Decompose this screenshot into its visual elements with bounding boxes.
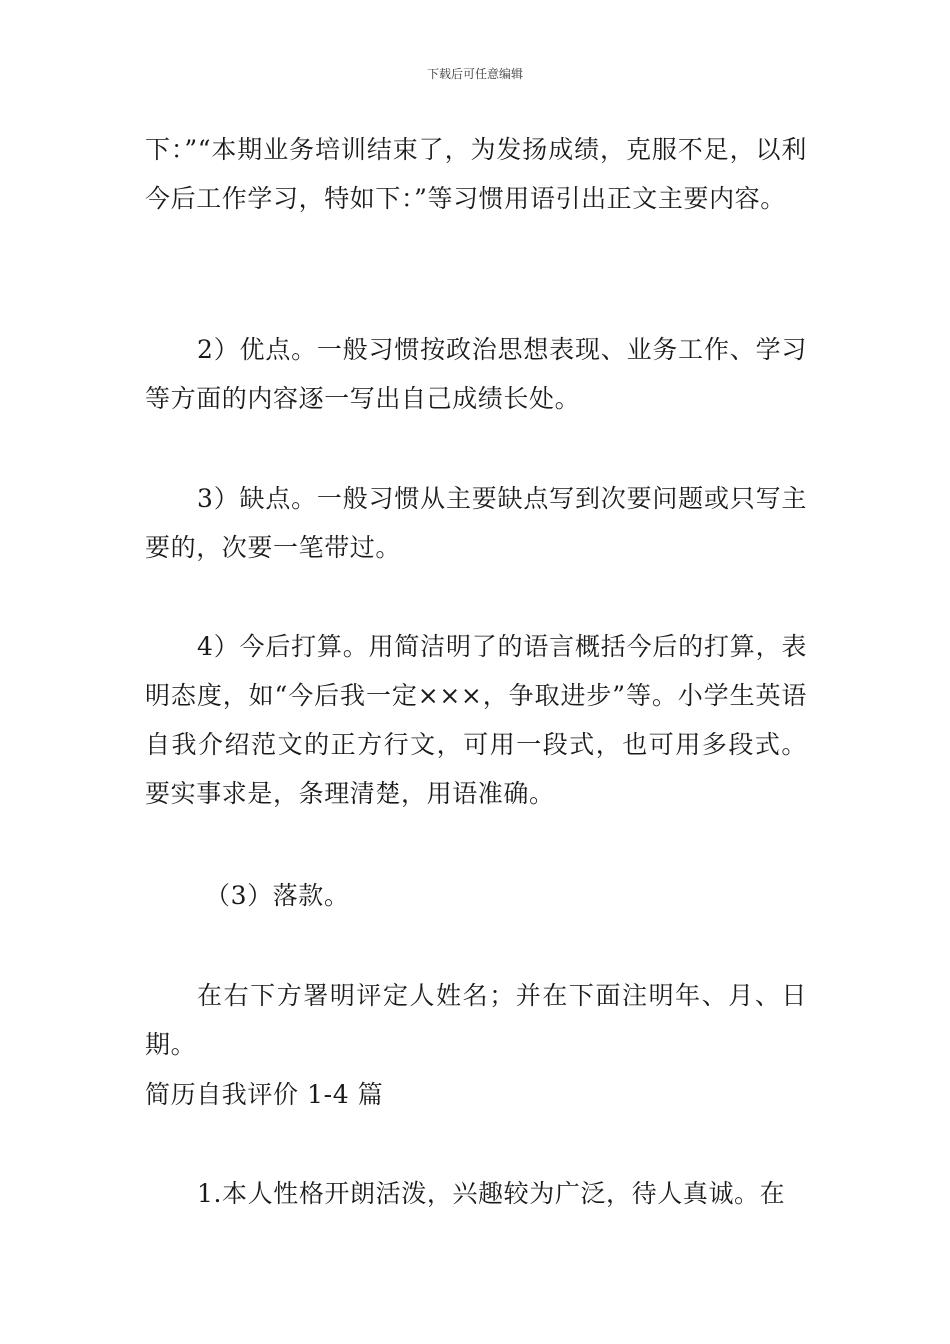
paragraph-signature-heading: （3）落款。 bbox=[205, 881, 350, 910]
section-title: 简历自我评价 1-4 篇 bbox=[145, 1080, 384, 1109]
paragraph-signature-body: 在右下方署明评定人姓名；并在下面注明年、月、日期。 bbox=[145, 981, 807, 1059]
page-header-note: 下载后可任意编辑 bbox=[426, 67, 523, 81]
paragraph-intro-continued: 下：”“本期业务培训结束了，为发扬成绩，克服不足，以利今后工作学习，特如下：”等习惯用语引出正文主要内容。 bbox=[145, 135, 807, 213]
paragraph-weaknesses: 3）缺点。一般习惯从主要缺点写到次要问题或只写主要的，次要一笔带过。 bbox=[145, 484, 807, 562]
paragraph-future-plans: 4）今后打算。用简洁明了的语言概括今后的打算，表明态度，如“今后我一定×××，争取进步”等。小学生英语自我介绍范文的正方行文，可用一段式，也可用多段式。要实事求是，条理清楚，用语准确。 bbox=[145, 632, 807, 808]
paragraph-strengths: 2）优点。一般习惯按政治思想表现、业务工作、学习等方面的内容逐一写出自己成绩长处。 bbox=[145, 335, 807, 413]
paragraph-item-1: 1.本人性格开朗活泼，兴趣较为广泛，待人真诚。在 bbox=[197, 1179, 786, 1208]
